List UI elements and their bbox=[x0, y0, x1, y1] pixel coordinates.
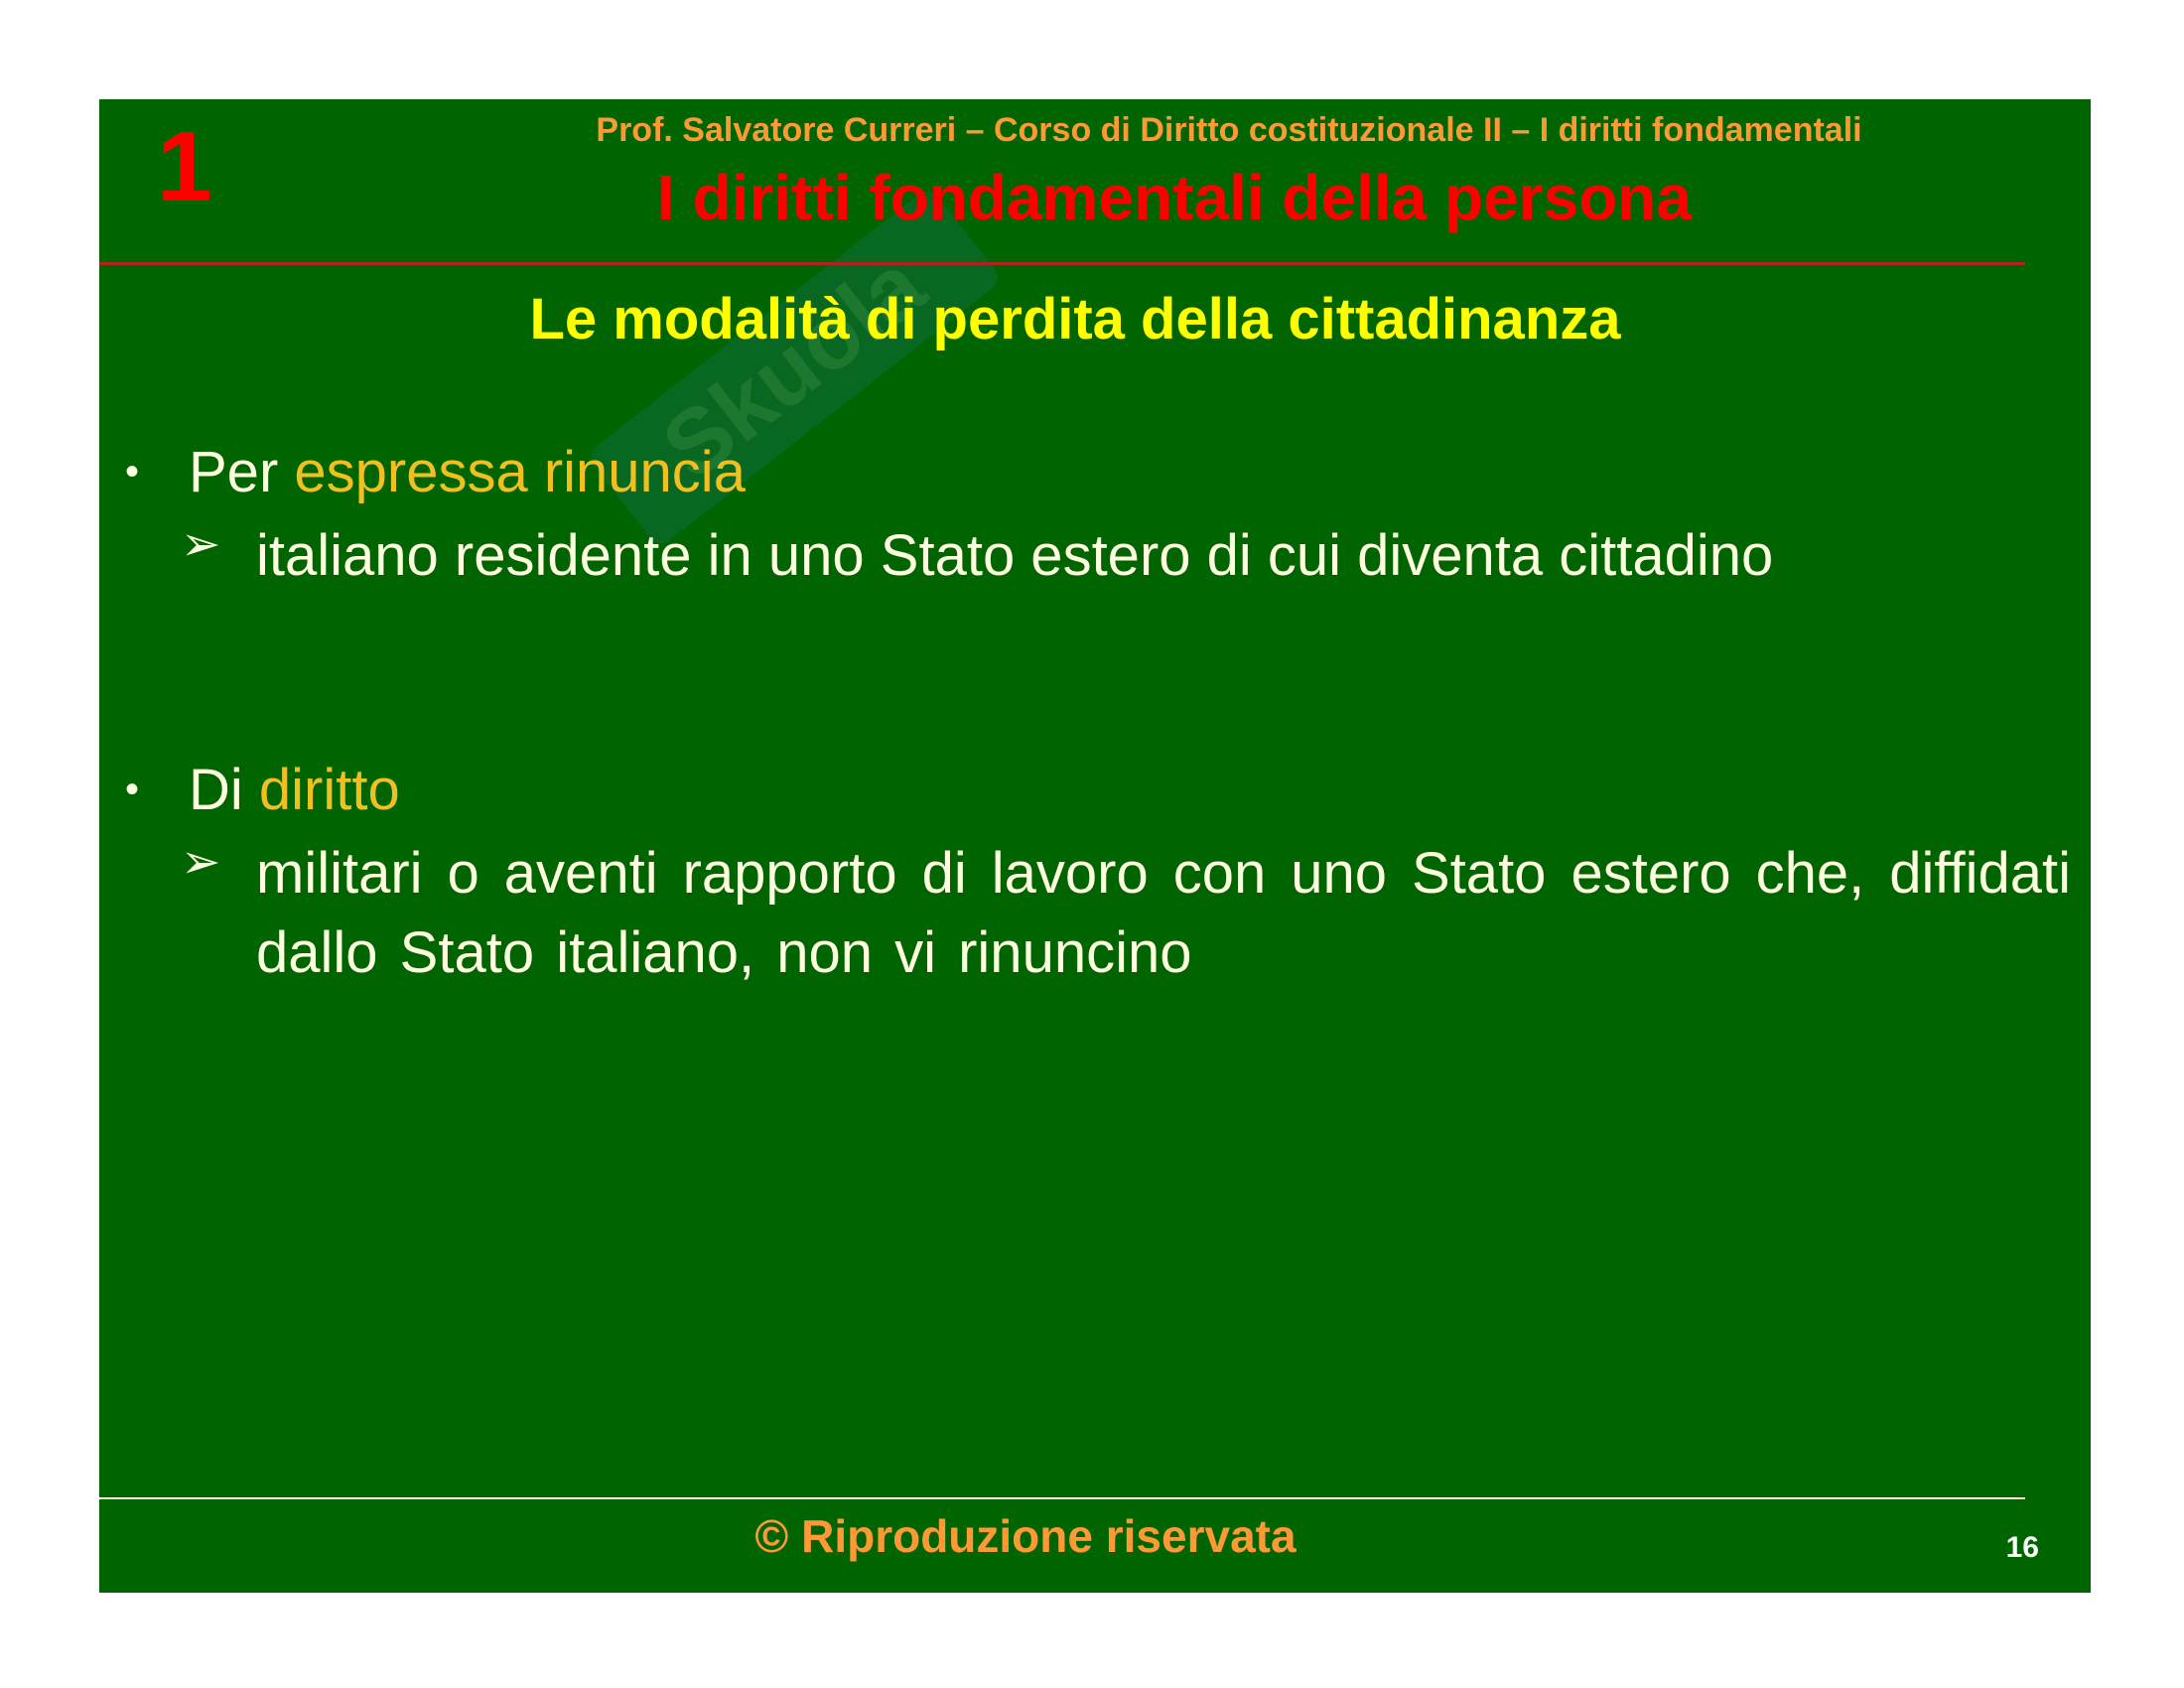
copyright-footer: © Riproduzione riservata bbox=[754, 1510, 1297, 1562]
bullet-lead: Per bbox=[189, 440, 295, 504]
arrowhead-icon: ➢ bbox=[181, 836, 221, 889]
bullet-dot-icon: • bbox=[125, 768, 140, 812]
course-header: Prof. Salvatore Curreri – Corso di Diritto costituzionale II – I diritti fondamentali bbox=[596, 111, 1862, 149]
slide-subtitle: Le modalità di perdita della cittadinanza bbox=[529, 287, 1621, 352]
sub-bullet-text: italiano residente in uno Stato estero di cui diventa cittadino bbox=[256, 523, 1774, 588]
sub-bullet-item bbox=[181, 516, 2067, 596]
sub-bullet-text: militari o aventi rapporto di lavoro con uno Stato estero che, diffidati dallo Stato italiano, non vi rinuncino bbox=[256, 841, 2071, 985]
bullet-lead: Di bbox=[189, 758, 259, 822]
arrowhead-icon: ➢ bbox=[181, 518, 221, 571]
bullet-highlight: espressa rinuncia bbox=[294, 440, 746, 504]
footer-divider bbox=[99, 1497, 2025, 1499]
bullet-highlight: diritto bbox=[258, 758, 400, 822]
svg-text:Skuola: Skuola bbox=[644, 234, 943, 499]
slide-title: I diritti fondamentali della persona bbox=[657, 162, 1692, 233]
bullet-item bbox=[117, 439, 746, 505]
sub-bullet-item bbox=[181, 834, 2071, 993]
bullet-dot-icon: • bbox=[125, 450, 140, 494]
page-number: 16 bbox=[2005, 1531, 2039, 1564]
title-divider bbox=[99, 262, 2025, 265]
slide-number-badge: 1 bbox=[157, 111, 212, 222]
bullet-item bbox=[117, 757, 400, 823]
slide bbox=[99, 99, 2091, 1593]
